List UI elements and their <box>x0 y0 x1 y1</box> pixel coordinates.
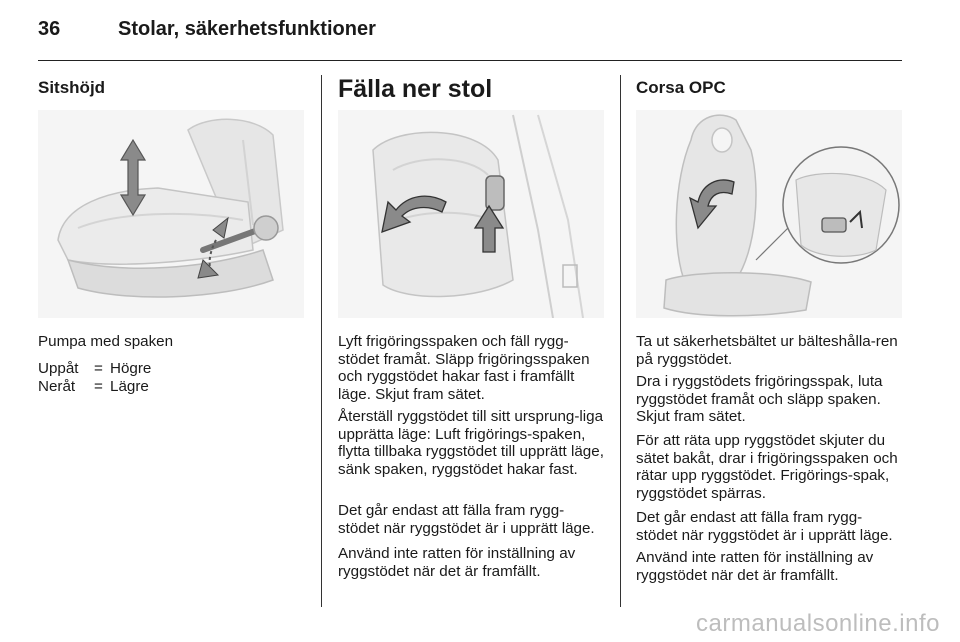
opc-paragraph-4: Det går endast att fälla fram rygg-stödet när ryggstödet är i upprätt läge. <box>636 509 893 544</box>
table-separator: = <box>94 377 103 395</box>
seat-height-illustration <box>38 110 304 318</box>
section-heading-seat-height: Sitshöjd <box>38 78 106 97</box>
table-row <box>38 378 151 396</box>
section-heading-corsa-opc: Corsa OPC <box>636 78 726 97</box>
table-separator: = <box>94 360 103 377</box>
opc-paragraph-3: För att räta upp ryggstödet skjuter du sätet bakåt, drar i frigöringsspaken och rätar upp ryggstödet. Frigörings-spak, ryggstödet spärras. <box>636 432 898 502</box>
column-divider-1 <box>321 75 322 607</box>
opc-paragraph-5: Använd inte ratten för inställning av ryggstödet när det är framfällt. <box>636 549 874 584</box>
page-header <box>38 18 922 48</box>
chapter-title: Stolar, säkerhetsfunktioner <box>118 18 376 40</box>
column-divider-2 <box>620 75 621 607</box>
section-heading-fold-seat: Fälla ner stol <box>338 75 493 103</box>
opc-seat-illustration <box>636 110 902 318</box>
seat-height-caption: Pumpa med spaken <box>38 333 174 350</box>
seat-height-table <box>38 360 151 395</box>
table-key: Uppåt <box>38 360 79 377</box>
watermark: carmanualsonline.info <box>696 610 940 637</box>
table-value: Högre <box>110 360 152 377</box>
opc-paragraph-1: Ta ut säkerhetsbältet ur bälteshålla-ren på ryggstödet. <box>636 333 898 368</box>
fold-paragraph-2: Återställ ryggstödet till sitt ursprung-liga upprätta läge: Luft frigörings-spaken, flytta tillbaka ryggstödet till upprätt läge, sänk spaken, ryggstödet hakar fast. <box>338 408 604 478</box>
opc-paragraph-2: Dra i ryggstödets frigöringsspak, luta ryggstödet framåt och släpp spaken. Skjut fram sätet. <box>636 373 883 426</box>
table-value: Lägre <box>110 377 149 395</box>
page-number: 36 <box>38 18 61 40</box>
table-row <box>38 360 151 378</box>
fold-paragraph-3: Det går endast att fälla fram rygg-stödet när ryggstödet är i upprätt läge. <box>338 502 595 537</box>
table-key: Neråt <box>38 377 76 395</box>
header-rule <box>38 60 902 61</box>
fold-seat-illustration <box>338 110 604 318</box>
fold-paragraph-1: Lyft frigöringsspaken och fäll rygg-stödet framåt. Släpp frigöringsspaken och ryggstödet hakar fast i framfällt läge. Skjut fram sätet. <box>338 333 590 403</box>
fold-paragraph-4: Använd inte ratten för inställning av ryggstödet när det är framfällt. <box>338 545 576 580</box>
